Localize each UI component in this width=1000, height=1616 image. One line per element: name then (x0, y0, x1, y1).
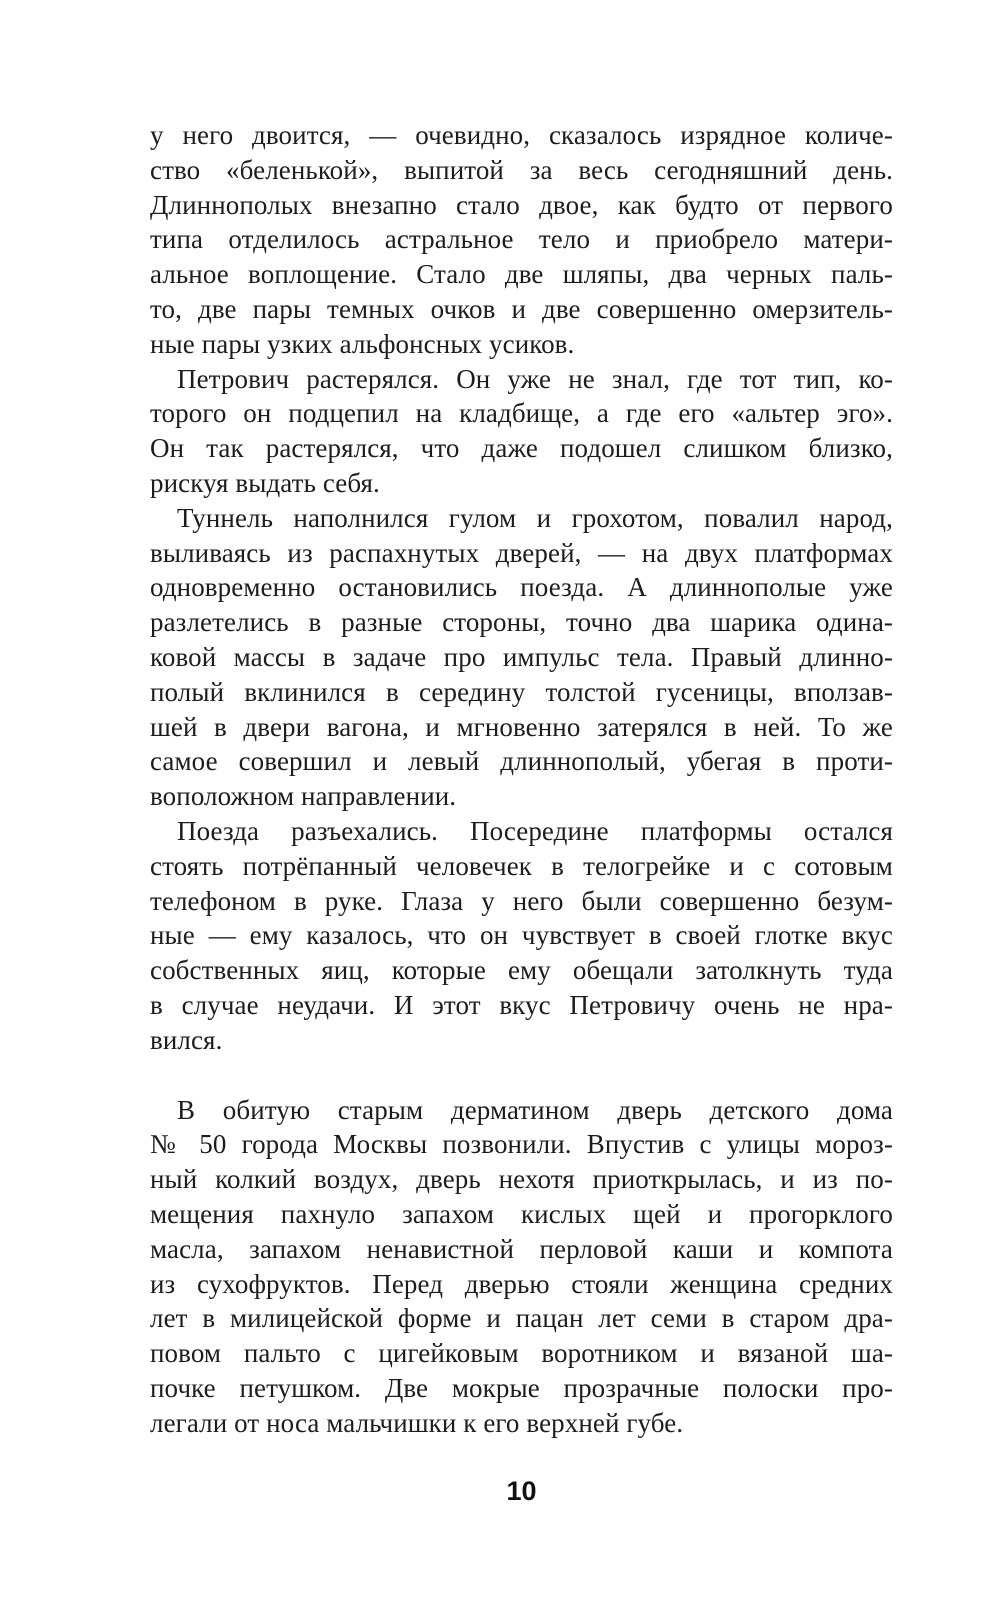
text-line: повом пальто с цигейковым воротником и вязаной ша- (150, 1338, 893, 1369)
text-line: масла, запахом ненавистной перловой каши и компота (150, 1233, 893, 1264)
text-line: ковой массы в задаче про импульс тела. Правый длинно- (150, 641, 893, 672)
text-line: почке петушком. Две мокрые прозрачные полоски про- (150, 1372, 893, 1403)
text-line: Он так растерялся, что даже подошел слишком близко, (150, 433, 893, 464)
text-line: в случае неудачи. И этот вкус Петровичу очень не нра- (150, 989, 893, 1020)
text-line: шей в двери вагона, и мгновенно затерялся в ней. То же (150, 711, 893, 742)
text-line: легали от носа мальчишки к его верхней губе. (150, 1407, 684, 1438)
paragraph (150, 814, 893, 1058)
text-line: ные пары узких альфонсных усиков. (150, 328, 575, 359)
text-line: Петрович растерялся. Он уже не знал, где тот тип, ко- (177, 363, 893, 394)
text-line: № 50 города Москвы позвонили. Впустив с улицы мороз- (150, 1129, 893, 1160)
paragraph (150, 118, 893, 362)
text-line: мещения пахнуло запахом кислых щей и прогорклого (150, 1198, 893, 1229)
text-line: Длиннополых внезапно стало двое, как будто от первого (150, 189, 893, 220)
text-line: рискуя выдать себя. (150, 467, 380, 498)
text-line: собственных яиц, которые ему обещали затолкнуть туда (150, 955, 893, 986)
text-line: воположном направлении. (150, 781, 457, 812)
text-line: альное воплощение. Стало две шляпы, два черных паль- (150, 259, 893, 290)
paragraph (150, 1093, 893, 1441)
text-line: ный колкий воздух, дверь нехотя приоткрылась, и из по- (150, 1164, 893, 1195)
text-line: телефоном в руке. Глаза у него были совершенно безум- (150, 885, 893, 916)
text-line: выливаясь из распахнутых дверей, — на двух платформах (150, 537, 893, 568)
text-line: В обитую старым дерматином дверь детского дома (177, 1094, 893, 1125)
text-line: из сухофруктов. Перед дверью стояли женщина средних (150, 1268, 893, 1299)
text-line: лет в милицейской форме и пацан лет семи в старом дра- (150, 1303, 893, 1334)
text-line: самое совершил и левый длиннополый, убегая в проти- (150, 746, 893, 777)
text-line: одновременно остановились поезда. А длиннополые уже (150, 572, 893, 603)
text-line: разлетелись в разные стороны, точно два шарика одина- (150, 607, 893, 638)
text-line: стоять потрёпанный человечек в телогрейке и с сотовым (150, 850, 893, 881)
text-line: ство «беленькой», выпитой за весь сегодняшний день. (150, 154, 893, 185)
text-line: Поезда разъехались. Посередине платформы остался (177, 815, 893, 846)
paragraph (150, 362, 893, 501)
text-line: то, две пары темных очков и две совершенно омерзитель- (150, 293, 893, 324)
text-block (150, 118, 893, 1440)
text-line: вился. (150, 1024, 223, 1055)
text-line: у него двоится, — очевидно, сказалось изрядное количе- (150, 120, 893, 150)
text-line: полый вклинился в середину толстой гусеницы, вползав- (150, 676, 893, 707)
text-line: Туннель наполнился гулом и грохотом, повалил народ, (177, 502, 893, 533)
text-line: типа отделилось астральное тело и приобрело матери- (150, 224, 893, 255)
text-line: торого он подцепил на кладбище, а где его «альтер эго». (150, 398, 893, 429)
page-number: 10 (506, 1476, 537, 1506)
paragraph (150, 501, 893, 814)
text-line: ные — ему казалось, что он чувствует в своей глотке вкус (150, 920, 893, 951)
